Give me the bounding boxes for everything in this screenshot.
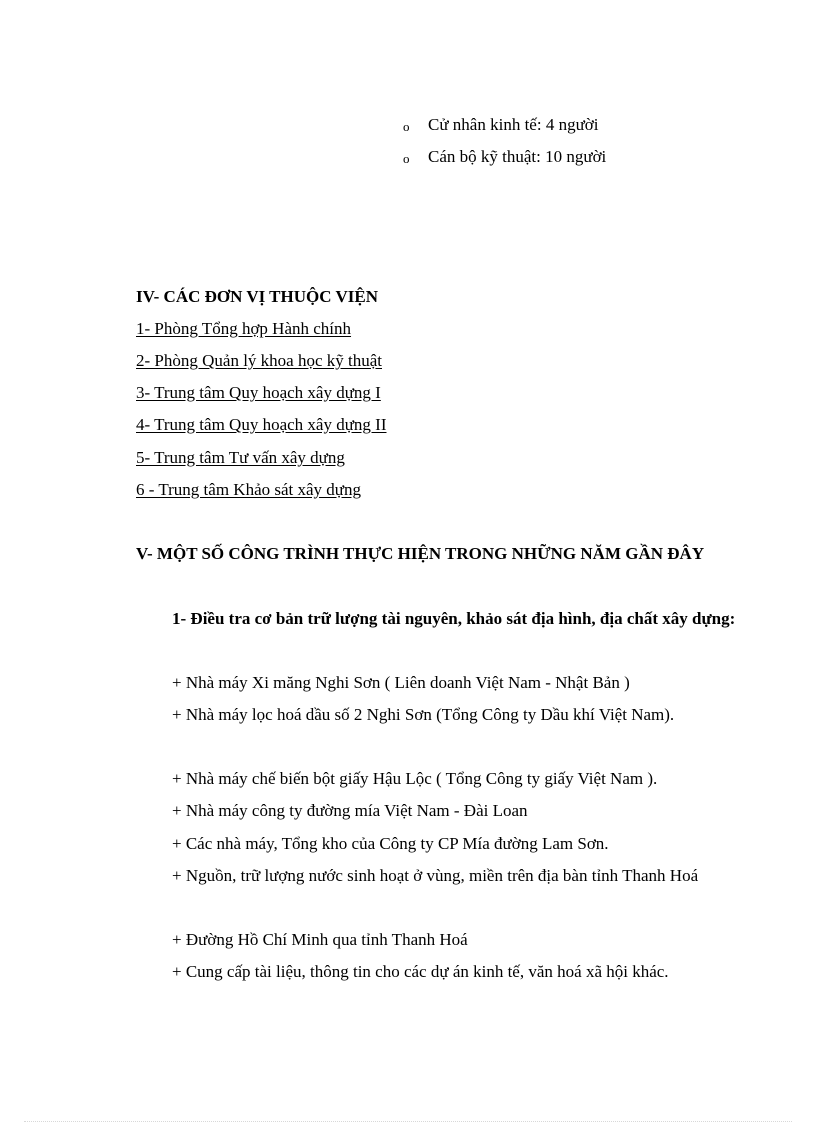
bullet-marker: o	[403, 119, 410, 134]
unit-link-2[interactable]: 2- Phòng Quản lý khoa học kỹ thuật	[136, 351, 382, 370]
bullet-item-technical: Cán bộ kỹ thuật: 10 người	[428, 147, 607, 166]
project-item-8: + Cung cấp tài liệu, thông tin cho các dự án kinh tế, văn hoá xã hội khác.	[172, 962, 669, 981]
project-item-4: + Nhà máy công ty đường mía Việt Nam - Đài Loan	[172, 801, 528, 820]
project-item-7: + Đường Hồ Chí Minh qua tỉnh Thanh Hoá	[172, 930, 468, 949]
unit-link-4[interactable]: 4- Trung tâm Quy hoạch xây dựng II	[136, 415, 387, 434]
bullet-marker: o	[403, 151, 410, 166]
section-5-subheading: 1- Điều tra cơ bản trữ lượng tài nguyên, khảo sát địa hình, địa chất xây dựng:	[172, 609, 736, 628]
unit-link-5[interactable]: 5- Trung tâm Tư vấn xây dựng	[136, 448, 345, 467]
project-item-3: + Nhà máy chế biến bột giấy Hậu Lộc ( Tổng Công ty giấy Việt Nam ).	[172, 769, 658, 788]
project-item-1: + Nhà máy Xi măng Nghi Sơn ( Liên doanh Việt Nam - Nhật Bản )	[172, 673, 630, 692]
unit-link-6[interactable]: 6 - Trung tâm Khảo sát xây dựng	[136, 480, 362, 499]
unit-link-1[interactable]: 1- Phòng Tổng hợp Hành chính	[136, 319, 352, 338]
unit-link-3[interactable]: 3- Trung tâm Quy hoạch xây dựng I	[136, 383, 381, 402]
project-item-2: + Nhà máy lọc hoá dầu số 2 Nghi Sơn (Tổng Công ty Dầu khí Việt Nam).	[172, 705, 675, 724]
section-5-heading: V- MỘT SỐ CÔNG TRÌNH THỰC HIỆN TRONG NHỮNG NĂM GẦN ĐÂY	[136, 544, 705, 563]
section-4-heading: IV- CÁC ĐƠN VỊ THUỘC VIỆN	[136, 287, 378, 306]
project-item-6: + Nguồn, trữ lượng nước sinh hoạt ở vùng, miền trên địa bàn tỉnh Thanh Hoá	[172, 866, 699, 885]
bullet-item-economics: Cử nhân kinh tế: 4 người	[428, 115, 599, 134]
project-item-5: + Các nhà máy, Tổng kho của Công ty CP Mía đường Lam Sơn.	[172, 834, 609, 853]
footer-divider	[24, 1121, 792, 1122]
